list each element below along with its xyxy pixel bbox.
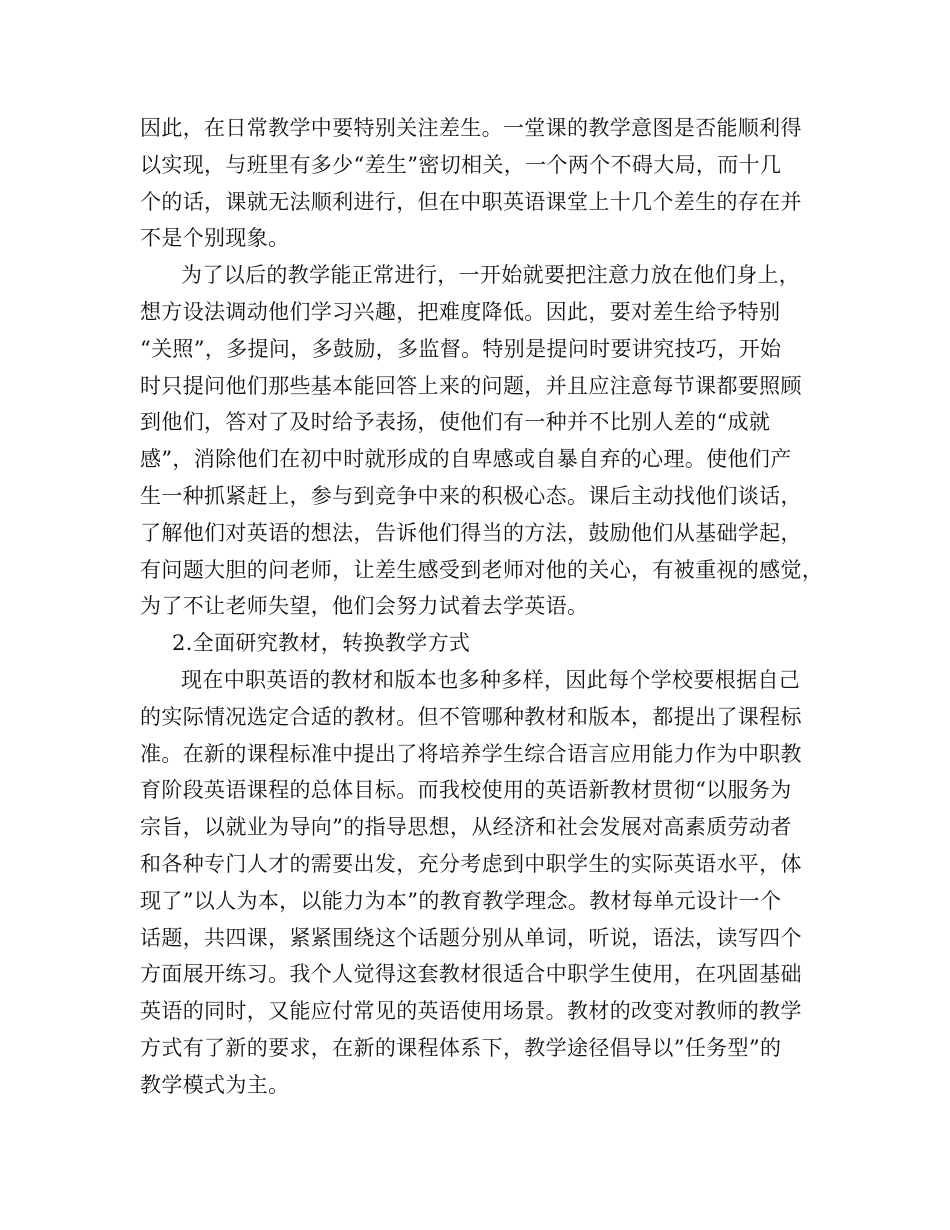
text-line: 因此，在日常教学中要特别关注差生。一堂课的教学意图是否能顺利得 (140, 116, 802, 140)
text-line: 个的话，课就无法顺利进行，但在中职英语课堂上十几个差生的存在并 (140, 189, 802, 214)
text-line: 话题，共四课，紧紧围绕这个话题分别从单词，听说，语法，读写四个 (140, 925, 802, 950)
text-line: 了解他们对英语的想法，告诉他们得当的方法，鼓励他们从基础学起， (140, 520, 802, 545)
paragraph-continuation (140, 110, 830, 257)
text-line: 方面展开练习。我个人觉得这套教材很适合中职学生使用，在巩固基础 (140, 962, 802, 987)
text-line: “关照”，多提问，多鼓励，多监督。特别是提问时要讲究技巧，开始 (140, 336, 782, 361)
text-line: 生一种抓紧赶上，参与到竞争中来的积极心态。课后主动找他们谈话， (140, 483, 802, 508)
text-line: 现在中职英语的教材和版本也多种多样，因此每个学校要根据自己 (181, 667, 801, 692)
text-line: 到他们，答对了及时给予表扬，使他们有一种并不比别人差的“成就 (140, 410, 771, 435)
text-line: 以实现，与班里有多少“差生”密切相关，一个两个不碍大局，而十几 (140, 152, 782, 177)
text-line: 方式有了新的要求，在新的课程体系下，教学途径倡导以”任务型”的 (140, 1035, 782, 1060)
paragraph-struggling-students (140, 257, 830, 625)
text-line: 的实际情况选定合适的教材。但不管哪种教材和版本，都提出了课程标 (140, 704, 802, 729)
text-line: 为了以后的教学能正常进行，一开始就要把注意力放在他们身上， (181, 263, 801, 288)
text-line: 英语的同时，又能应付常见的英语使用场景。教材的改变对教师的教学 (140, 999, 802, 1024)
text-line: 想方设法调动他们学习兴趣，把难度降低。因此，要对差生给予特别 (140, 299, 781, 324)
text-line: 有问题大胆的问老师，让差生感受到老师对他的关心，有被重视的感觉， (140, 557, 824, 582)
text-line: 为了不让老师失望，他们会努力试着去学英语。 (140, 594, 589, 619)
text-line: 感”，消除他们在初中时就形成的自卑感或自暴自弃的心理。使他们产 (140, 447, 792, 472)
text-line: 时只提问他们那些基本能回答上来的问题，并且应注意每节课都要照顾 (140, 373, 802, 398)
text-line: 和各种专门人才的需要出发，充分考虑到中职学生的实际英语水平，体 (140, 851, 802, 876)
text-line: 宗旨，以就业为导向”的指导思想，从经济和社会发展对高素质劳动者 (140, 815, 792, 840)
text-line: 准。在新的课程标准中提出了将培养学生综合语言应用能力作为中职教 (140, 741, 802, 766)
document-page (140, 110, 830, 1104)
text-line: 育阶段英语课程的总体目标。而我校使用的英语新教材贯彻“以服务为 (140, 778, 792, 803)
section-heading: 2.全面研究教材，转换教学方式 (172, 631, 471, 656)
text-line: 现了”以人为本，以能力为本”的教育教学理念。教材每单元设计一个 (140, 888, 782, 913)
text-line: 不是个别现象。 (140, 226, 290, 251)
paragraph-textbook (140, 662, 830, 1104)
text-line: 教学模式为主。 (140, 1072, 290, 1097)
